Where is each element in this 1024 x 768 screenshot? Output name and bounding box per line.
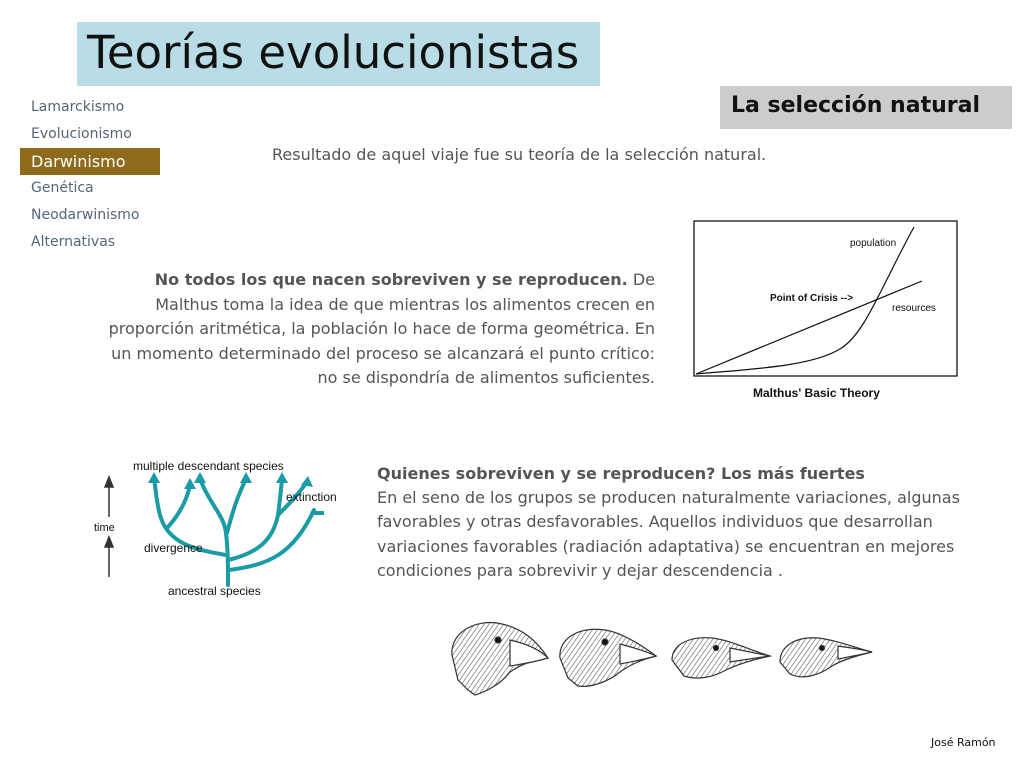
- ancestral-species-label: ancestral species: [168, 584, 261, 598]
- nav-item-evolucionismo[interactable]: Evolucionismo: [31, 126, 132, 142]
- survival-lead: Quienes sobreviven y se reproducen? Los más fuertes: [377, 464, 865, 483]
- chart-caption: Malthus' Basic Theory: [753, 386, 880, 400]
- malthus-paragraph: [90, 268, 655, 391]
- crisis-label: Point of Crisis -->: [770, 293, 854, 304]
- resources-label: resources: [892, 303, 936, 314]
- branch-arrowheads: [148, 472, 313, 489]
- survival-paragraph: [377, 462, 987, 583]
- extinction-label: extinction: [286, 490, 337, 504]
- malthus-body: De Malthus toma la idea de que mientras los alimentos crecen en proporción aritmética, la población lo hace de forma geométrica. En un momento determinado del proceso se alcanzará el punto crítico: no se dispondría de alimentos suficientes.: [108, 270, 655, 387]
- nav-item-genetica[interactable]: Genética: [31, 180, 94, 196]
- finch-beaks-illustration: [440, 610, 880, 705]
- finch-head-4: [780, 638, 872, 677]
- title-banner: [77, 22, 600, 86]
- section-title: La selección natural: [731, 93, 980, 118]
- divergence-tree-diagram: [88, 455, 358, 605]
- page-title: Teorías evolucionistas: [87, 26, 580, 79]
- nav-item-darwinismo[interactable]: Darwinismo: [20, 148, 160, 175]
- survival-body: En el seno de los grupos se producen naturalmente variaciones, algunas favorables y otras desfavorables. Aquellos individuos que desarrollan variaciones favorables (radiación adaptativa) se encuentran en mejores condiciones para sobrevivir y dejar descendencia .: [377, 488, 960, 580]
- author-credit: José Ramón: [931, 736, 996, 749]
- nav-item-alternativas[interactable]: Alternativas: [31, 234, 116, 250]
- finch-head-3: [672, 638, 770, 678]
- intro-text: Resultado de aquel viaje fue su teoría de la selección natural.: [272, 145, 767, 164]
- finch-head-2: [560, 629, 656, 686]
- population-label: population: [850, 238, 897, 249]
- malthus-lead: No todos los que nacen sobreviven y se reproducen.: [154, 270, 628, 289]
- nav-item-neodarwinismo[interactable]: Neodarwinismo: [31, 207, 140, 223]
- finch-head-1: [452, 622, 548, 695]
- descendant-species-label: multiple descendant species: [133, 459, 284, 473]
- nav-item-lamarckismo[interactable]: Lamarckismo: [31, 99, 125, 115]
- malthus-chart: [690, 219, 960, 409]
- divergence-label: divergence: [144, 541, 203, 555]
- topic-nav: [20, 94, 160, 256]
- time-label: time: [94, 522, 115, 534]
- section-title-box: [720, 86, 1012, 129]
